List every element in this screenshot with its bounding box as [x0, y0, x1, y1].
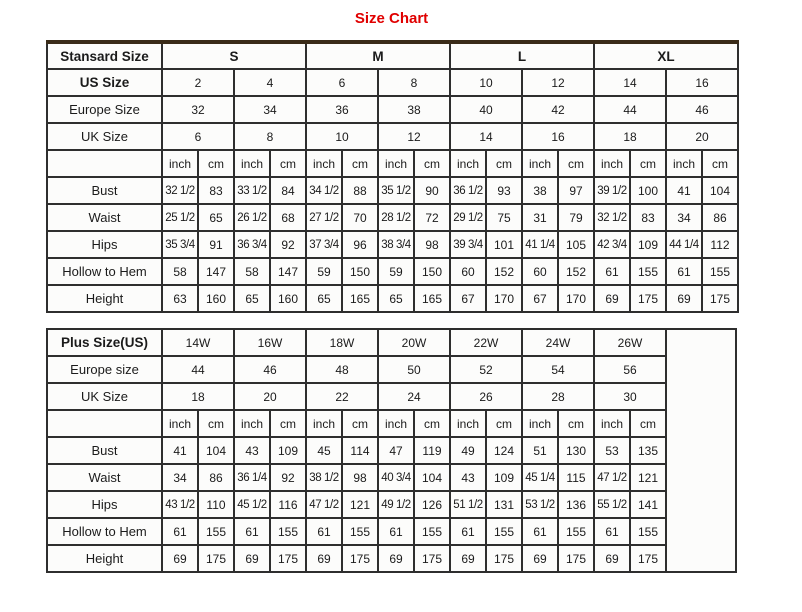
table-row [47, 437, 736, 464]
unit-header: inch [306, 410, 342, 437]
measure-value: 69 [450, 545, 486, 572]
measure-value: 43 [234, 437, 270, 464]
size-value: 4 [234, 69, 306, 96]
measure-value: 126 [414, 491, 450, 518]
measure-value: 119 [414, 437, 450, 464]
size-value: 14 [594, 69, 666, 96]
measure-value: 104 [414, 464, 450, 491]
size-value: 52 [450, 356, 522, 383]
row-label: UK Size [47, 123, 162, 150]
unit-header: cm [702, 150, 738, 177]
size-header-value: 24W [522, 329, 594, 356]
row-label: Hips [47, 231, 162, 258]
row-label: UK Size [47, 383, 162, 410]
unit-header: inch [594, 410, 630, 437]
measure-value: 100 [630, 177, 666, 204]
measure-value: 79 [558, 204, 594, 231]
size-value: 18 [594, 123, 666, 150]
size-value: 42 [522, 96, 594, 123]
measure-value: 152 [558, 258, 594, 285]
table-row [47, 518, 736, 545]
measure-value: 45 1/2 [234, 491, 270, 518]
size-header-value: 18W [306, 329, 378, 356]
size-header-value: 14W [162, 329, 234, 356]
size-value: 6 [162, 123, 234, 150]
measure-value: 41 [162, 437, 198, 464]
measure-value: 175 [342, 545, 378, 572]
measure-value: 65 [234, 285, 270, 312]
size-value: 44 [162, 356, 234, 383]
measure-value: 59 [306, 258, 342, 285]
size-value: 14 [450, 123, 522, 150]
measure-value: 109 [630, 231, 666, 258]
measure-value: 150 [342, 258, 378, 285]
measure-value: 147 [270, 258, 306, 285]
size-header-value: 20W [378, 329, 450, 356]
measure-value: 51 1/2 [450, 491, 486, 518]
size-value: 12 [522, 69, 594, 96]
measure-value: 47 [378, 437, 414, 464]
size-value: 24 [378, 383, 450, 410]
size-value: 10 [306, 123, 378, 150]
measure-value: 47 1/2 [594, 464, 630, 491]
row-label: Hollow to Hem [47, 258, 162, 285]
row-label-empty [47, 410, 162, 437]
measure-value: 44 1/4 [666, 231, 702, 258]
measure-value: 155 [270, 518, 306, 545]
row-label: Europe size [47, 356, 162, 383]
measure-value: 155 [198, 518, 234, 545]
measure-value: 175 [558, 545, 594, 572]
measure-value: 86 [198, 464, 234, 491]
measure-value: 40 3/4 [378, 464, 414, 491]
measure-value: 69 [234, 545, 270, 572]
table-row [47, 258, 738, 285]
measure-value: 91 [198, 231, 234, 258]
measure-value: 175 [198, 545, 234, 572]
unit-header: inch [666, 150, 702, 177]
measure-value: 35 1/2 [378, 177, 414, 204]
measure-value: 49 [450, 437, 486, 464]
measure-value: 69 [162, 545, 198, 572]
measure-value: 49 1/2 [378, 491, 414, 518]
size-value: 38 [378, 96, 450, 123]
unit-header: inch [234, 150, 270, 177]
measure-value: 84 [270, 177, 306, 204]
measure-value: 155 [630, 518, 666, 545]
table-row [47, 285, 738, 312]
measure-value: 155 [630, 258, 666, 285]
measure-value: 33 1/2 [234, 177, 270, 204]
size-value: 10 [450, 69, 522, 96]
measure-value: 41 [666, 177, 702, 204]
unit-header: cm [414, 410, 450, 437]
measure-value: 43 1/2 [162, 491, 198, 518]
measure-value: 34 [162, 464, 198, 491]
measure-value: 65 [198, 204, 234, 231]
row-label: Hips [47, 491, 162, 518]
unit-header: inch [306, 150, 342, 177]
unit-header: cm [270, 410, 306, 437]
table-row [47, 42, 738, 69]
measure-value: 98 [414, 231, 450, 258]
measure-value: 60 [522, 258, 558, 285]
measure-value: 155 [342, 518, 378, 545]
measure-value: 160 [198, 285, 234, 312]
measure-value: 175 [630, 285, 666, 312]
measure-value: 67 [450, 285, 486, 312]
size-value: 22 [306, 383, 378, 410]
size-value: 28 [522, 383, 594, 410]
size-value: 56 [594, 356, 666, 383]
measure-value: 67 [522, 285, 558, 312]
row-label: Waist [47, 464, 162, 491]
size-value: 32 [162, 96, 234, 123]
size-group-header: M [306, 42, 450, 69]
size-value: 18 [162, 383, 234, 410]
table-row [47, 545, 736, 572]
plus-size-table [46, 328, 737, 573]
measure-value: 86 [702, 204, 738, 231]
measure-value: 165 [414, 285, 450, 312]
measure-value: 34 [666, 204, 702, 231]
measure-value: 147 [198, 258, 234, 285]
measure-value: 109 [270, 437, 306, 464]
measure-value: 96 [342, 231, 378, 258]
measure-value: 175 [414, 545, 450, 572]
corner-label: Plus Size(US) [47, 329, 162, 356]
measure-value: 150 [414, 258, 450, 285]
measure-value: 61 [234, 518, 270, 545]
row-label: Europe Size [47, 96, 162, 123]
measure-value: 35 3/4 [162, 231, 198, 258]
measure-value: 69 [594, 285, 630, 312]
measure-value: 61 [594, 518, 630, 545]
measure-value: 110 [198, 491, 234, 518]
measure-value: 97 [558, 177, 594, 204]
measure-value: 36 1/4 [234, 464, 270, 491]
measure-value: 55 1/2 [594, 491, 630, 518]
row-label: Height [47, 545, 162, 572]
measure-value: 170 [558, 285, 594, 312]
size-group-header: L [450, 42, 594, 69]
size-value: 46 [666, 96, 738, 123]
row-label: Hollow to Hem [47, 518, 162, 545]
measure-value: 165 [342, 285, 378, 312]
measure-value: 109 [486, 464, 522, 491]
measure-value: 92 [270, 464, 306, 491]
size-value: 44 [594, 96, 666, 123]
measure-value: 116 [270, 491, 306, 518]
measure-value: 88 [342, 177, 378, 204]
table-row [47, 123, 738, 150]
measure-value: 58 [162, 258, 198, 285]
measure-value: 70 [342, 204, 378, 231]
table-row [47, 177, 738, 204]
unit-header: cm [558, 150, 594, 177]
measure-value: 25 1/2 [162, 204, 198, 231]
measure-value: 61 [594, 258, 630, 285]
measure-value: 104 [198, 437, 234, 464]
unit-header: cm [486, 410, 522, 437]
measure-value: 39 1/2 [594, 177, 630, 204]
measure-value: 60 [450, 258, 486, 285]
measure-value: 37 3/4 [306, 231, 342, 258]
measure-value: 121 [630, 464, 666, 491]
measure-value: 47 1/2 [306, 491, 342, 518]
measure-value: 53 [594, 437, 630, 464]
table-row [47, 69, 738, 96]
size-value: 20 [234, 383, 306, 410]
measure-value: 83 [630, 204, 666, 231]
measure-value: 141 [630, 491, 666, 518]
measure-value: 36 3/4 [234, 231, 270, 258]
unit-header: inch [162, 410, 198, 437]
size-header-value: 22W [450, 329, 522, 356]
measure-value: 175 [270, 545, 306, 572]
measure-value: 160 [270, 285, 306, 312]
size-group-header: XL [594, 42, 738, 69]
measure-value: 69 [666, 285, 702, 312]
unit-header: inch [378, 150, 414, 177]
size-value: 54 [522, 356, 594, 383]
measure-value: 104 [702, 177, 738, 204]
unit-header: cm [342, 150, 378, 177]
measure-value: 41 1/4 [522, 231, 558, 258]
unit-header: inch [522, 410, 558, 437]
measure-value: 155 [486, 518, 522, 545]
page-title: Size Chart [354, 10, 429, 27]
measure-value: 59 [378, 258, 414, 285]
size-value: 16 [666, 69, 738, 96]
size-value: 48 [306, 356, 378, 383]
table-row [47, 491, 736, 518]
measure-value: 29 1/2 [450, 204, 486, 231]
measure-value: 28 1/2 [378, 204, 414, 231]
measure-value: 65 [306, 285, 342, 312]
size-value: 34 [234, 96, 306, 123]
measure-value: 131 [486, 491, 522, 518]
measure-value: 27 1/2 [306, 204, 342, 231]
table-row [47, 410, 736, 437]
measure-value: 130 [558, 437, 594, 464]
measure-value: 115 [558, 464, 594, 491]
table-row [47, 383, 736, 410]
size-value: 30 [594, 383, 666, 410]
measure-value: 135 [630, 437, 666, 464]
measure-value: 124 [486, 437, 522, 464]
measure-value: 45 1/4 [522, 464, 558, 491]
measure-value: 39 3/4 [450, 231, 486, 258]
table-row [47, 464, 736, 491]
row-label: Bust [47, 437, 162, 464]
measure-value: 69 [522, 545, 558, 572]
measure-value: 42 3/4 [594, 231, 630, 258]
measure-value: 92 [270, 231, 306, 258]
measure-value: 75 [486, 204, 522, 231]
table-row [47, 150, 738, 177]
corner-label: Stansard Size [47, 42, 162, 69]
size-header-value: 26W [594, 329, 666, 356]
measure-value: 98 [342, 464, 378, 491]
size-value: 16 [522, 123, 594, 150]
standard-size-table [46, 40, 739, 313]
measure-value: 175 [702, 285, 738, 312]
unit-header: cm [198, 150, 234, 177]
unit-header: cm [414, 150, 450, 177]
measure-value: 61 [162, 518, 198, 545]
measure-value: 114 [342, 437, 378, 464]
size-group-header: S [162, 42, 306, 69]
measure-value: 68 [270, 204, 306, 231]
size-value: 12 [378, 123, 450, 150]
measure-value: 175 [630, 545, 666, 572]
measure-value: 51 [522, 437, 558, 464]
measure-value: 155 [702, 258, 738, 285]
unit-header: inch [450, 150, 486, 177]
measure-value: 61 [306, 518, 342, 545]
measure-value: 72 [414, 204, 450, 231]
measure-value: 53 1/2 [522, 491, 558, 518]
measure-value: 31 [522, 204, 558, 231]
measure-value: 83 [198, 177, 234, 204]
size-header-value: 16W [234, 329, 306, 356]
row-label: Height [47, 285, 162, 312]
unit-header: inch [378, 410, 414, 437]
measure-value: 93 [486, 177, 522, 204]
measure-value: 152 [486, 258, 522, 285]
measure-value: 155 [414, 518, 450, 545]
measure-value: 43 [450, 464, 486, 491]
measure-value: 175 [486, 545, 522, 572]
row-label: Bust [47, 177, 162, 204]
table-row [47, 204, 738, 231]
unit-header: inch [234, 410, 270, 437]
measure-value: 58 [234, 258, 270, 285]
size-value: 50 [378, 356, 450, 383]
measure-value: 69 [594, 545, 630, 572]
size-value: 2 [162, 69, 234, 96]
row-label: Waist [47, 204, 162, 231]
row-label-empty [47, 150, 162, 177]
table-row [47, 356, 736, 383]
measure-value: 61 [450, 518, 486, 545]
measure-value: 101 [486, 231, 522, 258]
empty-trailing-cell [666, 329, 736, 572]
measure-value: 38 3/4 [378, 231, 414, 258]
size-value: 46 [234, 356, 306, 383]
size-value: 26 [450, 383, 522, 410]
measure-value: 32 1/2 [594, 204, 630, 231]
measure-value: 34 1/2 [306, 177, 342, 204]
measure-value: 26 1/2 [234, 204, 270, 231]
unit-header: inch [162, 150, 198, 177]
unit-header: cm [630, 410, 666, 437]
unit-header: inch [594, 150, 630, 177]
measure-value: 105 [558, 231, 594, 258]
measure-value: 136 [558, 491, 594, 518]
measure-value: 170 [486, 285, 522, 312]
table-row [47, 96, 738, 123]
measure-value: 90 [414, 177, 450, 204]
size-value: 36 [306, 96, 378, 123]
measure-value: 63 [162, 285, 198, 312]
measure-value: 155 [558, 518, 594, 545]
table-row [47, 329, 736, 356]
measure-value: 69 [306, 545, 342, 572]
size-value: 6 [306, 69, 378, 96]
unit-header: cm [486, 150, 522, 177]
table-row [47, 231, 738, 258]
measure-value: 61 [522, 518, 558, 545]
unit-header: cm [270, 150, 306, 177]
measure-value: 32 1/2 [162, 177, 198, 204]
unit-header: cm [198, 410, 234, 437]
unit-header: cm [630, 150, 666, 177]
size-value: 8 [378, 69, 450, 96]
measure-value: 38 1/2 [306, 464, 342, 491]
measure-value: 69 [378, 545, 414, 572]
measure-value: 36 1/2 [450, 177, 486, 204]
unit-header: inch [450, 410, 486, 437]
unit-header: cm [342, 410, 378, 437]
measure-value: 38 [522, 177, 558, 204]
measure-value: 61 [666, 258, 702, 285]
measure-value: 61 [378, 518, 414, 545]
measure-value: 121 [342, 491, 378, 518]
unit-header: cm [558, 410, 594, 437]
size-value: 40 [450, 96, 522, 123]
size-value: 20 [666, 123, 738, 150]
size-value: 8 [234, 123, 306, 150]
measure-value: 45 [306, 437, 342, 464]
unit-header: inch [522, 150, 558, 177]
row-label: US Size [47, 69, 162, 96]
measure-value: 112 [702, 231, 738, 258]
measure-value: 65 [378, 285, 414, 312]
